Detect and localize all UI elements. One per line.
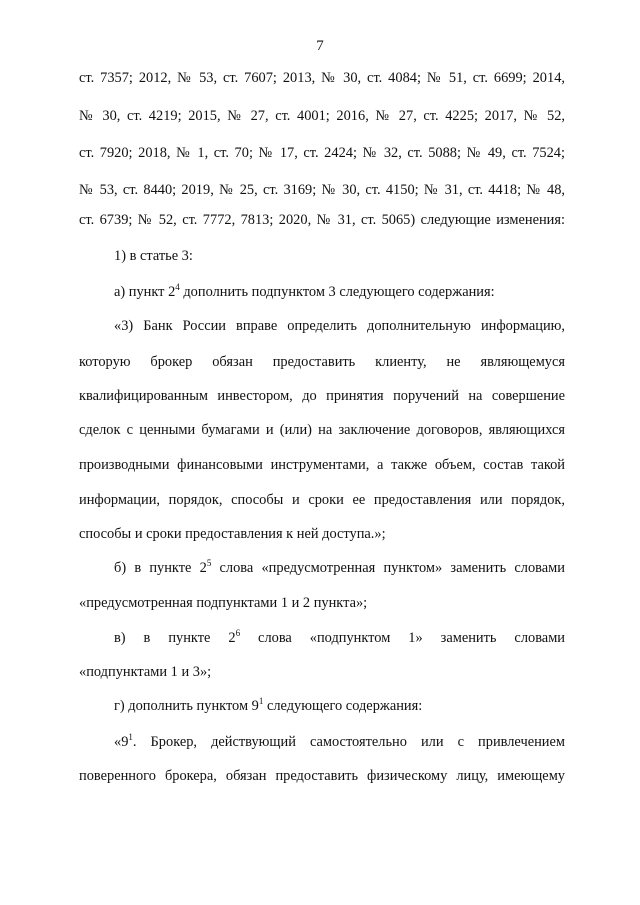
text-span: б) в пункте 2 (114, 560, 207, 576)
text-line (114, 282, 565, 302)
text-span: дополнить подпунктом 3 следующего содержания: (179, 284, 495, 300)
text-line: способы и сроки предоставления к ней доступа.»; (79, 526, 386, 542)
text-span: . Брокер, действующий самостоятельно или с привлечением (132, 734, 565, 750)
text-line: ст. 6739; № 52, ст. 7772, 7813; 2020, № 31, ст. 5065) следующие изменения: (79, 212, 565, 228)
superscript: 1 (128, 732, 133, 742)
text-line: «предусмотренная подпунктами 1 и 2 пункта»; (79, 595, 368, 611)
text-span: «9 (114, 734, 129, 750)
text-span: в) в пункте 2 (114, 630, 236, 646)
text-line: производными финансовыми инструментами, а также объем, состав такой (79, 457, 565, 473)
text-line: ст. 7920; 2018, № 1, ст. 70; № 17, ст. 2424; № 32, ст. 5088; № 49, ст. 7524; (79, 145, 565, 161)
superscript: 5 (206, 558, 212, 568)
text-line: квалифицированным инвестором, до принятия поручений на совершение (79, 388, 565, 404)
text-line (114, 732, 565, 752)
text-line: 1) в статье 3: (114, 248, 193, 264)
text-span: слова «подпунктом 1» заменить словами (240, 630, 565, 646)
text-line (114, 628, 565, 648)
text-line: «3) Банк России вправе определить дополнительную информацию, (114, 318, 565, 334)
text-span: г) дополнить пунктом 9 (114, 698, 259, 714)
text-line: № 53, ст. 8440; 2019, № 25, ст. 3169; № 30, ст. 4150; № 31, ст. 4418; № 48, (79, 182, 565, 198)
text-span: слова «предусмотренная пунктом» заменить словами (211, 560, 565, 576)
page-number: 7 (316, 38, 324, 54)
superscript: 4 (175, 282, 180, 292)
text-line (114, 696, 565, 716)
superscript: 1 (258, 696, 264, 706)
text-line: поверенного брокера, обязан предоставить физическому лицу, имеющему (79, 768, 565, 784)
text-line: № 30, ст. 4219; 2015, № 27, ст. 4001; 2016, № 27, ст. 4225; 2017, № 52, (79, 108, 565, 124)
text-line: информации, порядок, способы и сроки ее предоставления или порядок, (79, 492, 565, 508)
text-span: а) пункт 2 (114, 284, 176, 300)
text-line: сделок с ценными бумагами и (или) на заключение договоров, являющихся (79, 422, 565, 438)
text-line: ст. 7357; 2012, № 53, ст. 7607; 2013, № 30, ст. 4084; № 51, ст. 6699; 2014, (79, 70, 565, 86)
text-line (114, 558, 565, 578)
text-line: которую брокер обязан предоставить клиенту, не являющемуся (79, 354, 565, 370)
superscript: 6 (235, 628, 241, 638)
text-line: «подпунктами 1 и 3»; (79, 664, 212, 680)
text-span: следующего содержания: (263, 698, 423, 714)
